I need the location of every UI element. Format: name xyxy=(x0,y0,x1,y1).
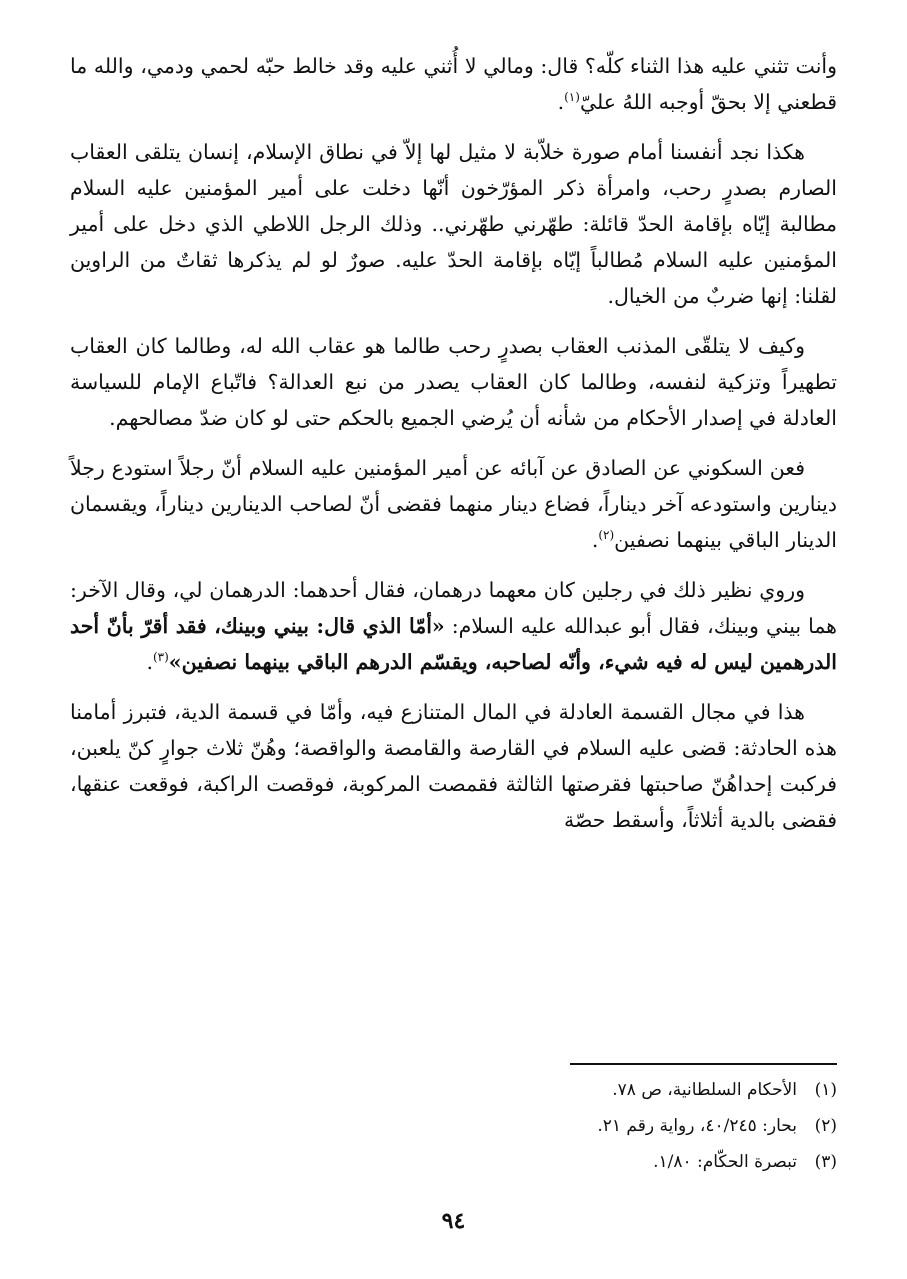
paragraph-5-text: وروي نظير ذلك في رجلين كان معهما درهمان، فقال أحدهما: الدرهمان لي، وقال الآخر: هما بيني وبينك، فقال أبو عبدالله عليه السلام: xyxy=(70,578,837,638)
paragraph-5-end: . xyxy=(146,650,153,674)
paragraph-4-end: . xyxy=(591,528,599,552)
footnote-divider xyxy=(570,1063,837,1065)
footnote-ref-2: (٢) xyxy=(598,528,615,543)
quotation: «أمّا الذي قال: بيني وبينك، فقد أقرّ بأنّ أحد الدرهمين ليس له فيه شيء، وأنّه لصاحبه، ويقسّم الدرهم الباقي بينهما نصفين» xyxy=(70,614,837,674)
paragraph-1-end: . xyxy=(557,90,565,114)
paragraph-5 xyxy=(70,572,837,680)
paragraph-2: هكذا نجد أنفسنا أمام صورة خلاّبة لا مثيل لها إلاّ في نطاق الإسلام، إنسان يتلقى العقاب الصارم بصدرٍ رحب، وامرأة ذكر المؤرّخون أنّها دخلت على أمير المؤمنين عليه السلام مطالبة إيّاه بإقامة الحدّ قائلة: طهّرني طهّرني.. وذلك الرجل اللاطي الذي دخل على أمير المؤمنين عليه السلام مُطالباً إيّاه بإقامة الحدّ عليه. صورٌ لو لم يذكرها ثقاتٌ من الراوين لقلنا: إنها ضربٌ من الخيال. xyxy=(70,140,837,308)
paragraph-6: هذا في مجال القسمة العادلة في المال المتنازع فيه، وأمّا في قسمة الدية، فتبرز أمامنا هذه الحادثة: قضى عليه السلام في القارصة والقامصة والواقصة؛ وهُنّ ثلاث جوارٍ كنّ يلعبن، فركبت إحداهُنّ صاحبتها فقرصتها الثالثة فقمصت المركوبة، فوقصت الراكبة، فوقعت عنقها، فقضى بالدية أثلاثاً، وأسقط حصّة xyxy=(70,700,837,832)
footnote-3 xyxy=(70,1144,837,1180)
footnote-number: (٢) xyxy=(814,1116,837,1136)
main-text xyxy=(70,48,837,852)
footnote-number: (١) xyxy=(814,1080,837,1100)
footnote-text: الأحكام السلطانية، ص ٧٨. xyxy=(612,1080,797,1100)
paragraph-1 xyxy=(70,48,837,120)
paragraph-1-text: وأنت تثني عليه هذا الثناء كلّه؟ قال: ومالي لا أُثني عليه وقد خالط حبّه لحمي ودمي، والله ما قطعني إلا بحقّ أوجبه اللهُ عليّ xyxy=(70,54,837,114)
footnote-text: تبصرة الحكّام: ١/٨٠. xyxy=(653,1152,797,1172)
footnote-1 xyxy=(70,1072,837,1108)
footnote-2 xyxy=(70,1108,837,1144)
footnote-ref-1: (١) xyxy=(564,90,580,105)
footnotes xyxy=(70,1072,837,1180)
paragraph-4 xyxy=(70,450,837,558)
paragraph-3: وكيف لا يتلقّى المذنب العقاب بصدرٍ رحب طالما هو عقاب الله له، وطالما كان العقاب تطهيراً وتزكية لنفسه، وطالما كان العقاب يصدر من نبع العدالة؟ فاتّباع الإمام للسياسة العادلة في إصدار الأحكام من شأنه أن يُرضي الجميع بالحكم حتى لو كان ضدّ مصالحهم. xyxy=(70,334,837,430)
footnote-number: (٣) xyxy=(814,1152,837,1172)
footnote-ref-3: (٣) xyxy=(152,650,169,665)
paragraph-4-text: فعن السكوني عن الصادق عن آبائه عن أمير المؤمنين عليه السلام أنّ رجلاً استودع رجلاً دينارين واستودعه آخر ديناراً، فضاع دينار منهما فقضى أنّ لصاحب الدينارين ديناراً، ويقسمان الدينار الباقي بينهما نصفين xyxy=(70,456,837,552)
footnote-text: بحار: ٤٠/٢٤٥، رواية رقم ٢١. xyxy=(597,1116,797,1136)
page-number: ٩٤ xyxy=(441,1208,466,1234)
